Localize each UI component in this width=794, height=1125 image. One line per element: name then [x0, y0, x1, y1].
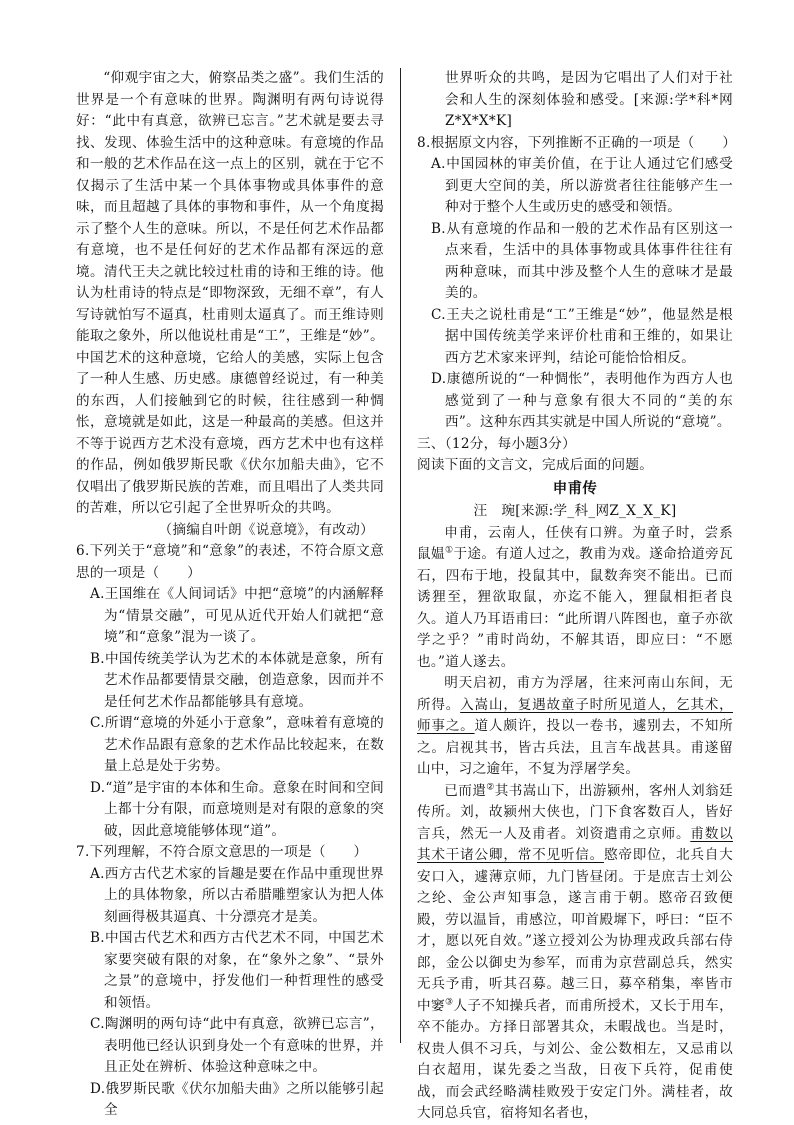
text-segment: 已而遣 [444, 782, 487, 799]
passage-paragraph: “仰观宇宙之大，俯察品类之盛”。我们生活的世界是一个有意味的世界。陶渊明有两句诗说得好：“此中有真意，欲辨已忘言。”艺术就是要去寻找、发现、体验生活中的这种意味。有意境的作品和一般的艺术作品在这一点上的区别，就在于它不仅揭示了生活中某一个具体事物或具体事件的意味，而且超越了具体的事物和事件，从一个角度揭示了整个人生的意味。所以，不是任何艺术作品都有意境，也不是任何好的艺术作品都有深远的意境。清代王夫之就比较过杜甫的诗和王维的诗。他认为杜甫诗的特点是“即物深致，无细不章”，有人写诗就怕写不逼真，杜甫则太逼真了。而王维诗则能取之象外，所以他说杜甫是“工”，王维是“妙”。中国艺术的这种意境，它给人的美感，实际上包含了一种人生感、历史感。康德曾经说过，有一种美的东西，人们接触到它的时候，往往感到一种惆怅，意境就是如此，这是一种最高的美感。但这并不等于说西方艺术没有意境，西方艺术中也有这样的作品，例如俄罗斯民歌《伏尔加船夫曲》，它不仅唱出了俄罗斯民族的苦难，而且唱出了人类共同的苦难，所以它引起了全世界听众的共鸣。 [76, 70, 384, 516]
text-segment: 申甫，云南人，任侠有口辨。为童子时，尝系鼠媪 [417, 524, 733, 562]
question-8-option-a: A.中国园林的审美价值，在于让人通过它们感受到更大空间的美，所以游赏者往往能够产生一种对于整个人生或历史的感受和领悟。 [431, 156, 733, 215]
question-6-option-a: A.王国维在《人间词话》中把“意境”的内涵解释为“情景交融”，可见从近代开始人们就把“意境”和“意象”混为一谈了。 [90, 586, 384, 645]
question-8-option-d: D.康德所说的“一种惆怅”，表明他作为西方人也感觉到了一种与意象有很大不同的“美的东西”。这种东西其实就是中国人所说的“意境”。 [431, 371, 733, 430]
text-segment: 道人颇许，投以一卷书，遽别去，不知所之。启视其书，皆古兵法，且言车战甚具。甫遂留山中，习之逾年，不复为浮屠学矣。 [417, 718, 733, 777]
question-6-option-d: D.“道”是宇宙的本体和生命。意象在时间和空间上都十分有限，而意境则是对有限的意象的突破，因此意境能够体现“道”。 [90, 779, 384, 839]
classical-text-title: 申甫传 [552, 480, 598, 497]
classical-paragraph-3 [417, 781, 733, 1125]
classical-paragraph-2 [417, 673, 733, 781]
footnote-marker: ② [486, 781, 495, 792]
footnote-marker: ③ [444, 996, 454, 1007]
passage-source: （摘编自叶朗《说意境》，有改动） [158, 521, 374, 538]
question-7-option-b: B.中国古代艺术和西方古代艺术不同，中国艺术家要突破有限的对象，在“象外之象”、“景外之景”的意境中，抒发他们一种哲理性的感受和领悟。 [90, 930, 384, 1011]
text-segment: 于途。有道人过之，教甫为戏。遂命拾道旁瓦石，四布于地，投鼠其中，鼠数奔突不能出。已而诱狸至，狸欲取鼠，亦迄不能入，狸鼠相拒者良久。道人乃耳语甫曰：“此所谓八阵图也，童子亦欲学之乎？”甫时尚幼，不解其语，即应曰：“不愿也。”道人遂去。 [417, 546, 733, 670]
question-7-option-d-continued: 世界听众的共鸣，是因为它唱出了人们对于社会和人生的深刻体验和感受。[来源:学*科*网Z*X*X*K] [445, 70, 733, 129]
classical-paragraph-1 [417, 523, 733, 674]
question-8-option-c: C.王夫之说杜甫是“工”王维是“妙”，他显然是根据中国传统美学来评价杜甫和王维的，如果让西方艺术家来评判，结论可能恰恰相反。 [431, 306, 733, 366]
left-column [76, 68, 384, 1122]
text-segment: 其书嵩山下，出游颍州，客州人刘翁廷传所。刘，故颍州大侠也，门下食客数百人，皆好言兵，然无一人及甫者。刘资遣甫之京师。 [417, 782, 733, 842]
classical-text-author: 汪 琬[来源:学_科_网Z_X_X_K] [473, 503, 677, 519]
footnote-marker: ① [444, 545, 454, 556]
question-8-stem: 8.根据原文内容，下列推断不正确的一项是（ ） [417, 134, 737, 151]
section-3-instructions: 阅读下面的文言文，完成后面的问题。 [417, 457, 654, 473]
question-8-option-b: B.从有意境的作品和一般的艺术作品有区别这一点来看，生活中的具体事物或具体事件往往有两种意味，而其中涉及整个人生的意味才是最美的。 [431, 220, 733, 301]
question-6-option-b: B.中国传统美学认为艺术的本体就是意象，所有艺术作品都要情景交融，创造意象，因而并不是任何艺术作品都能够具有意境。 [90, 650, 384, 710]
column-divider [400, 68, 401, 1043]
section-3-heading: 三、（12分，每小题3分） [417, 435, 576, 452]
text-segment: 愍帝即位，北兵自大安口入，遽薄京师，九门皆昼闭。于是庶吉士刘公之纶、金公声知事急，遂言甫于朝。愍帝召致便殿，劳以温旨，甫感泣，叩首殿墀下，呼曰：“臣不才，愿以死自效。”遂立授刘公为协理戎政兵部右侍郎，金公以御史为参军，而甫为京营副总兵，然实无兵予甫，听其召募。越三日，募卒稍集，率皆市中窭 [417, 847, 733, 1014]
question-7-option-c: C.陶渊明的两句诗“此中有真意，欲辨已忘言”，表明他已经认识到身处一个有意味的世界，并且正处在辨析、体验这种意味之中。 [90, 1016, 384, 1075]
text-segment: 明天启初，甫方为浮屠，往来河南山东间，无所得。 [417, 675, 733, 713]
question-6-option-c: C.所谓“意境的外延小于意象”，意味着有意境的艺术作品跟有意象的艺术作品比较起来，在数量上总是处于劣势。 [90, 715, 384, 774]
question-6-stem: 6.下列关于“意境”和“意象”的表述，不符合原文意思的一项是（ ） [76, 543, 384, 581]
right-column [417, 68, 737, 1125]
text-segment: 人子不知操兵者，而甫所授术，又长于用车，卒不能办。方择日部署其众，未暇战也。当是时，权贵人俱不习兵，与刘公、金公数相左，又忌甫以白衣超用，谋先委之当敌，日夜下兵符，促甫使战，而会武经略满桂败殁于安定门外。满桂者，故大同总兵官，宿将知名者也， [417, 997, 733, 1121]
underlined-sentence: 入嵩山，复遇故童子时所见道人，乞其术，师事之。 [417, 696, 734, 734]
question-7-option-d: D.俄罗斯民歌《伏尔加船夫曲》之所以能够引起全 [90, 1080, 384, 1118]
underlined-sentence: 甫数以其术干诸公卿，常不见听信。 [417, 825, 733, 863]
question-7-stem: 7.下列理解，不符合原文意思的一项是（ ） [76, 844, 368, 860]
question-7-option-a: A.西方古代艺术家的旨趣是要在作品中重现世界上的具体物象，所以古希腊雕塑家认为把人体刻画得极其逼真、十分漂亮才是美。 [90, 865, 384, 925]
